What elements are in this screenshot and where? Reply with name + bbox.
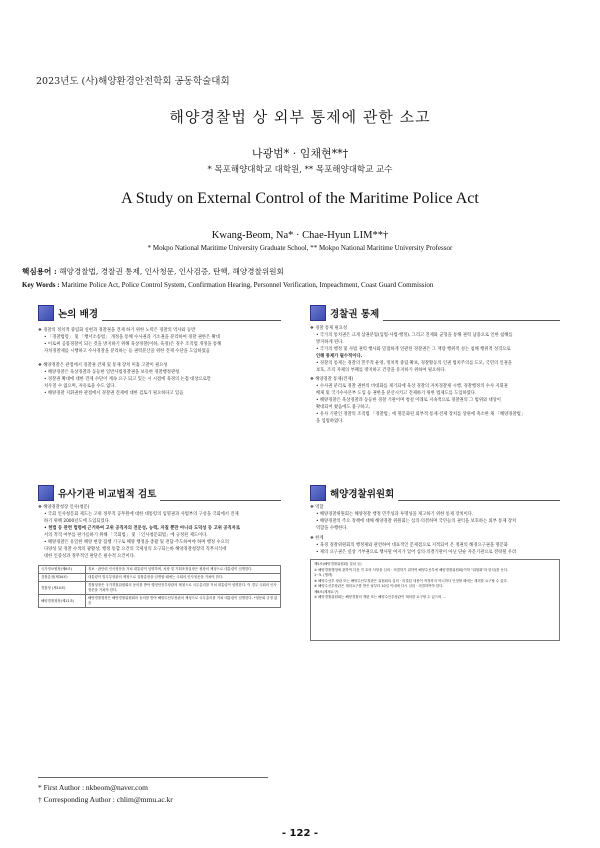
body-line: • 이로써 공룡경찰이 되는 것을 방지하기 위해 육상경찰(이하, 육경)은 경우 조직법 개정을 통해 <box>44 342 222 347</box>
body-line: • 해양경찰 지휘권한 관점에서 경찰권 견제에 대한 검토가 필요하다고 있음 <box>44 391 184 396</box>
table-cell: 국가정보원장(제6조) <box>39 566 86 574</box>
section-comparison <box>38 484 281 608</box>
statute-line: ① 해양경찰행정에 관하여 다음 각 호의 사항을 심의 · 의결하기 위하여 해양수산부에 해양경찰위원회(이하 "위원회"라 한다)를 둔다. <box>314 567 509 572</box>
body-line: 인해 통제가 필수적이다. <box>316 354 363 359</box>
english-authors: Kwang-Beom, Na* · Chae-Hyun LIM**† <box>211 230 389 241</box>
body-line: • 유사 기관인 경찰의 조직법 「경찰법」에 명문화된 외부적 통제·견제 장치를 상위에 축소한 채 「해양경찰법」 <box>316 412 526 417</box>
keywords-label-ko: 핵심용어 : <box>22 267 57 276</box>
body-line: • 제의 요구권은 실상 거부권으로 행사될 여지가 있어 심의·의결기관이 아닌 단순 자문기관으로 전락될 우려 <box>316 550 517 555</box>
body-line: • 경찰권 확대에 대한 견제 수단이 계속 요구 되고 있는 시 시점에 육경의 논점 대상으로만 <box>44 377 211 382</box>
body-line: ❖ 한계 <box>310 536 324 541</box>
keywords-label-en: Key Words : <box>22 281 60 289</box>
section-header <box>38 304 281 321</box>
section-title: 해양경찰위원회 <box>330 488 395 500</box>
table-cell: 경찰청 (제14조) <box>39 582 86 595</box>
body-line: 배제 및 국가수사본부 도입 등 권한을 분산시키고 견제하기 위한 법제도를 도입하였다. <box>316 391 477 396</box>
footnote-corresponding-author: † Corresponding Author : chlim@mmu.ac.kr <box>38 795 173 804</box>
section-rule <box>383 320 560 321</box>
body-line: 하기 위해 2000년도에 도입되었다. <box>44 519 111 524</box>
statute-line: 제5조(해양경찰위원회) 설치 등) <box>314 562 362 566</box>
body-line: 대한 인증성과 정무적인 판단은 필수적 요건이다. <box>44 554 136 559</box>
page-number: - 122 - <box>281 828 319 839</box>
section-police-control <box>310 304 560 425</box>
statute-line: 1~5. (생략) <box>314 573 333 577</box>
footnote-first-author: * First Author : nkbeom@naver.com <box>38 783 149 792</box>
korean-affiliation: * 목포해양대학교 대학원, ** 목포해양대학교 교수 <box>207 165 393 175</box>
body-line: • 해양경찰은 유일한 해양 현장 집행 기구로 해양 행정을 총괄 및 전담·주도하여야 하며 행정 수요의 <box>44 540 229 545</box>
statute-line: 제6조(제재요구) <box>314 589 339 594</box>
section-title: 논의 배경 <box>58 308 99 320</box>
section-header <box>38 484 281 501</box>
korean-title: 해양경찰법 상 외부 통제에 관한 소고 <box>169 108 431 126</box>
table-cell: 해양경찰청장(제11조) <box>39 595 86 608</box>
section-rule <box>398 500 560 501</box>
section-title: 경찰권 통제 <box>330 308 380 320</box>
keywords-text-en: Maritime Police Act, Police Control System, Confirmation Hearing, Personnel Verification, Impeachment, Coast Guard Commission <box>61 281 434 289</box>
table-row <box>39 595 281 608</box>
statute-excerpt-box <box>310 559 560 641</box>
section-header <box>310 304 560 321</box>
statute-line: ⑤ 해양수산부 장관 또는 해양수산부장관은 위원회의 심의 · 의결된 내용이 적정하지 아니하다 인정할 때에는 재의를 요구할 수 있다. <box>314 578 508 583</box>
statute-line: ⑥ 해양수산부장관은 재의요구를 받은 날부터 10일 이내에 다시 심의 · 의결하여야 한다. <box>314 584 444 588</box>
body-line: ❖ 해양경찰은 관점에서 경찰권 견제 및 통제 장치 미흡 고찰이 필요성 <box>38 363 168 368</box>
body-line: 보호, 조직 자체의 부패를 방지하고 건강을 유지하기 위하여 필요하다. <box>316 368 446 373</box>
english-keywords <box>22 281 433 289</box>
table-cell: 경찰청장은 국가경찰위원회의 동의를 받아 행정안전부장관의 제청으로 국무총리를 거쳐 대통령이 임명한다. 이 경우 국회의 인사청문을 거쳐야 한다. <box>86 582 281 595</box>
section-rule <box>102 320 281 321</box>
section-coast-guard-commission <box>310 484 560 641</box>
body-line: 치우칠 수 없으며, 자유로울 수도 없다. <box>44 384 116 389</box>
section-marker-icon <box>310 305 326 321</box>
body-line: ❖ 해양경찰청장 인사(청문) <box>38 505 90 510</box>
body-line: 서의 적격 여부를 판가름하기 위해 「국회법」 및 「인사청문회법」에 규정된 제도이다. <box>44 533 208 538</box>
body-line: 자치경찰제를 시행하고 수사경찰을 분리하는 등 권력분산을 위한 견제 수단을 도입하였음 <box>44 349 210 354</box>
conference-header: 2023년도 (사)해양환경안전학회 공동학술대회 <box>36 76 230 87</box>
body-line: 방지하게 된다. <box>316 340 344 345</box>
body-line: • 육경 경찰위원회의 행정제와 관련하여 대표적인 문제점으로 지적되어 온 정권의 해경요구권을 명문화 <box>316 543 508 548</box>
section-rule <box>160 500 281 501</box>
section-title: 유사기관 비교법적 검토 <box>58 488 157 500</box>
body-line: • 해양경찰은 육상경찰과 동등한 일반사법경찰권을 보유한 경찰행정관청 <box>44 370 180 375</box>
section-body <box>310 504 560 556</box>
body-line: ❖ 경찰 통제 필요성 <box>310 326 348 331</box>
body-line: 확대되어 왔음에도 불구하고, <box>316 405 370 410</box>
body-line: 을 입법하였다. <box>316 419 344 424</box>
body-line: ❖ 역할 <box>310 505 324 510</box>
body-line: • 해양경찰은 육상경찰과 동등한 경찰 기관이며 청설 이래로 지속적으로 경찰권의 그 범위와 대상이 <box>316 398 501 403</box>
section-body <box>38 504 281 560</box>
section-background <box>38 304 281 397</box>
english-affiliation: * Mokpo National Maritime University Graduate School, ** Mokpo National Maritime University Professor <box>147 244 453 252</box>
section-marker-icon <box>38 305 54 321</box>
body-line: • 국가의 행정 및 사법 권력 행사와 밀접하게 연관된 경찰권은 그 재량 행위적 성는 침해 행위적 성격으로 <box>316 347 511 352</box>
english-title: A Study on External Control of the Maritime Police Act <box>121 190 479 207</box>
footnote-divider <box>38 777 268 778</box>
body-line: • 해양경찰의 주요 정책에 대해 해양경찰 위원회는 심의·의결하며 국민들의 권익을 보호하는 외부 통제 장치 <box>316 519 517 524</box>
body-line: • 해양경찰위원회는 해양경찰 행정 민주성과 투명성을 제고하기 위한 통제 장치이다. <box>316 512 474 517</box>
comparison-table <box>38 565 281 608</box>
section-body <box>310 325 560 425</box>
section-header <box>310 484 560 501</box>
body-line: • 경찰의 통제는 경찰의 민주적 운영, 정치적 중립 확보, 경찰활동의 인권 법치주의를 도모, 국민의 인권을 <box>316 361 512 366</box>
body-line: • 「경찰법령」 및 「행서소송법」 개정을 통해 수사권과 기소권을 분리하여 경찰 권한은 확대 <box>44 335 220 340</box>
table-cell: 검찰총장(제34조) <box>39 574 86 582</box>
body-line: • 국회 인사청문회 제도는 고위 정무직 공무원에 대한 대통령의 임명권과 사법부의 구성을 국회에서 견제 <box>44 512 239 517</box>
body-line: • 헌법 등 관련 법령에 근거하여 고위 공직자의 전문성, 능력, 자질 뿐만 아니라 도덕성 등 고위 공직자로 <box>44 526 240 531</box>
table-row <box>39 574 281 582</box>
table-cell: 대통령이 법무부장관의 제청으로 검찰총장을 임명할 때에는 국회의 인사청문을 거쳐야 한다. <box>86 574 281 582</box>
section-body <box>38 327 281 397</box>
keywords-text-ko: 해양경찰법, 경찰권 통제, 인사청문, 인사검증, 탄핵, 해양경찰위원회 <box>59 267 284 276</box>
body-line: • 국가의 통치권은 크게 삼권분립(입법·사법·행정), 그리고 견제와 균형을 통해 권력 남용으로 인한 침해를 <box>316 333 513 338</box>
body-line: • 수사권 분리로 경찰 권한의 비대화를 제기되에 육상 경찰의 자치경찰제 시행, 경찰행정의 수사 지휘권 <box>316 384 508 389</box>
table-row <box>39 566 281 574</box>
table-cell: 정보 · 판단력 인사청문을 거쳐 대통령이 임명하며, 차장 및 기획조정실장은 원장의 제청으로 대통령이 임명한다. <box>86 566 281 574</box>
korean-keywords <box>22 266 284 277</box>
body-line: 다양성 및 경찰 수색의 광활성, 행정 통합 요건의 국제성의 요구되는바 해양경찰청장의 직무지식에 <box>44 547 227 552</box>
table-cell: 해양경찰청장은 해양경찰위원회의 동의를 받아 해양수산부장관의 제청으로 국무총리를 거쳐 대통령이 임명한다. *청문회 규정 없음 <box>86 595 281 608</box>
body-line: 역할을 수행한다. <box>316 526 348 531</box>
body-line: ❖ 경찰의 정치적 중립화 실현과 경찰권을 견제 하기 위한 노력은 경찰의 역사와 동반 <box>38 328 196 333</box>
korean-authors: 나광범* · 임채현**† <box>251 147 349 160</box>
table-row <box>39 582 281 595</box>
body-line: ❖ 해양경찰 통제(견제) <box>310 377 354 382</box>
statute-line: ① 해양경찰위원회는 해양경찰의 개편 또는 해양수산부장관이 재의를 요구할 수 있으며 ... <box>314 595 446 599</box>
section-marker-icon <box>310 485 326 501</box>
section-marker-icon <box>38 485 54 501</box>
